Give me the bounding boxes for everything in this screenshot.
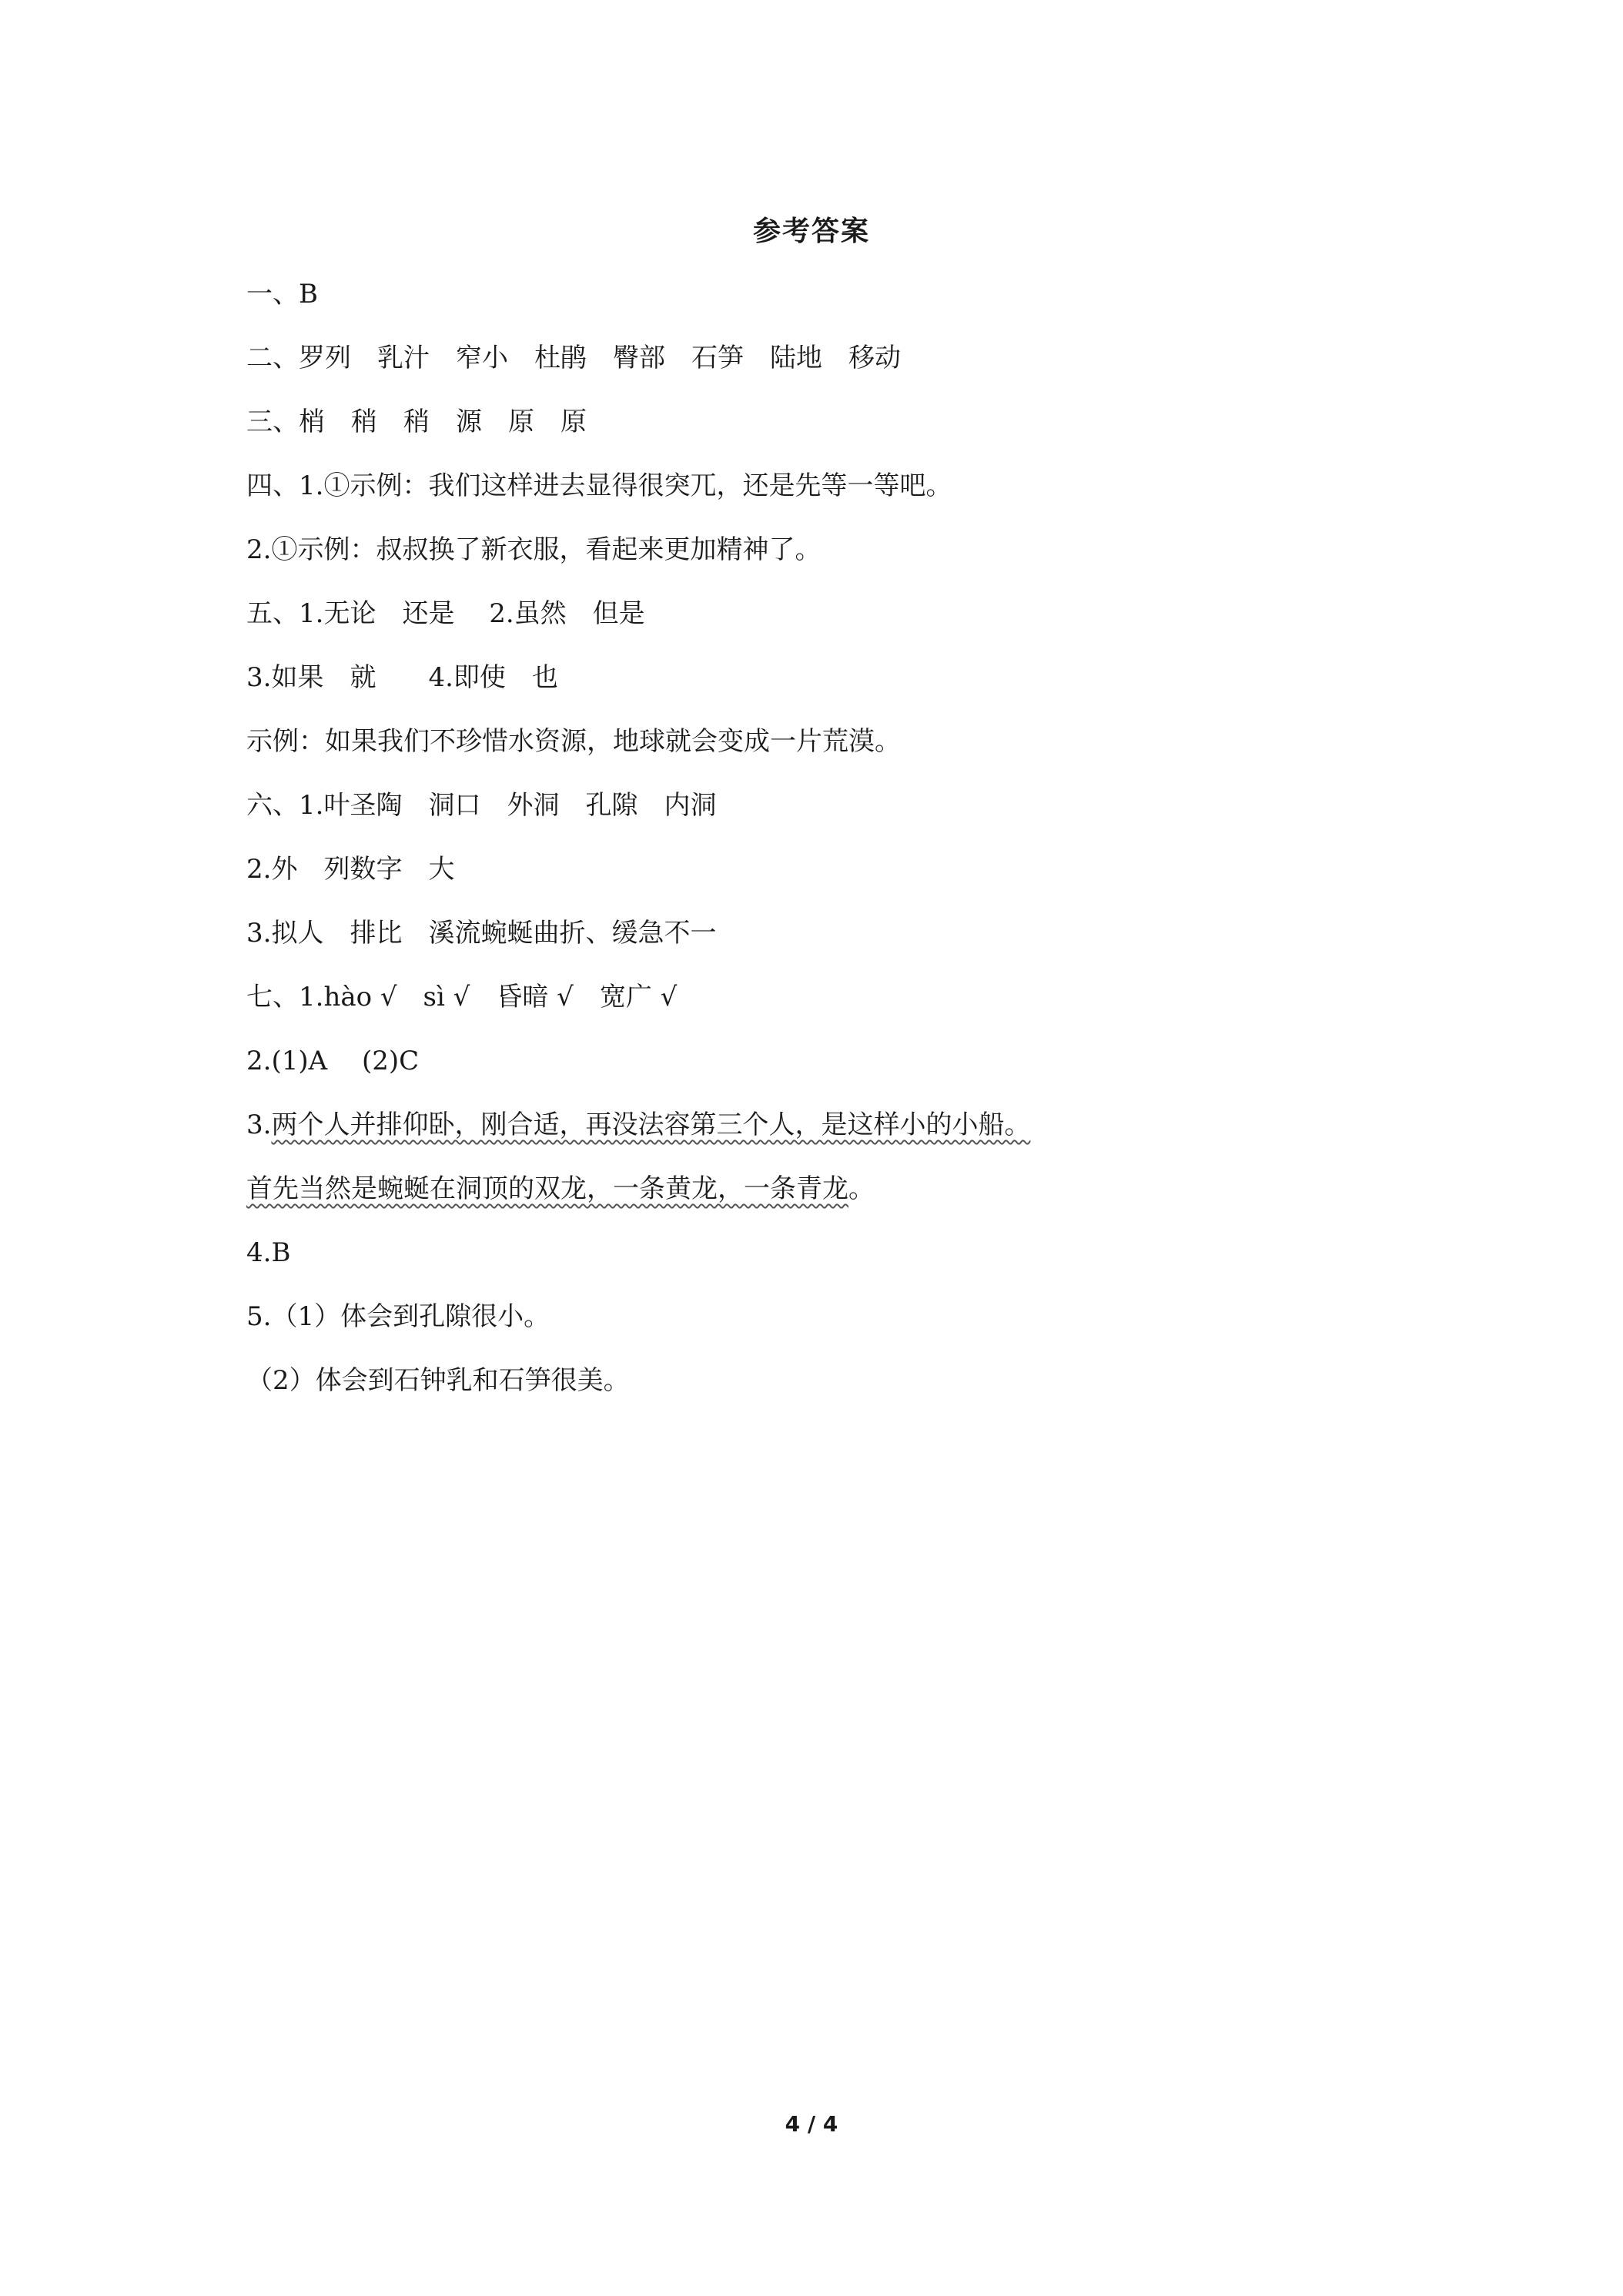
page-number: 4 / 4 [785, 2111, 838, 2137]
answer-line: 2.外 列数字 大 [246, 854, 455, 885]
answer-line: 二、罗列 乳汁 窄小 杜鹃 臀部 石笋 陆地 移动 [246, 343, 901, 373]
underlined-sentence: 两个人并排仰卧，刚合适，再没法容第三个人，是这样小的小船。 [271, 1110, 1031, 1140]
answer-line: 示例：如果我们不珍惜水资源，地球就会变成一片荒漠。 [246, 726, 901, 757]
answer-line-underlined [246, 1169, 1401, 1233]
answer-line: 3.如果 就 4.即使 也 [246, 662, 558, 693]
answer-line: 三、梢 稍 稍 源 原 原 [246, 407, 587, 437]
answer-line-underlined [246, 1105, 1401, 1169]
answer-line: 一、B [246, 279, 318, 310]
answer-line: 五、1.无论 还是 2.虽然 但是 [246, 598, 645, 629]
page-title: 参考答案 [752, 216, 870, 247]
answer-line: 2.(1)A (2)C [246, 1046, 420, 1076]
sentence-end: 。 [848, 1173, 875, 1204]
underlined-sentence: 首先当然是蜿蜒在洞顶的双龙，一条黄龙，一条青龙 [246, 1173, 848, 1204]
answer-line: 六、1.叶圣陶 洞口 外洞 孔隙 内洞 [246, 790, 717, 821]
answer-line: （2）体会到石钟乳和石笋很美。 [246, 1365, 630, 1396]
answer-line: 四、1.①示例：我们这样进去显得很突兀，还是先等一等吧。 [246, 470, 952, 501]
answer-number: 3. [246, 1110, 272, 1140]
answer-line: 5.（1）体会到孔隙很小。 [246, 1301, 550, 1332]
answer-list [246, 274, 1401, 1424]
answer-line: 七、1.hào √ sì √ 昏暗 √ 宽广 √ [246, 982, 678, 1012]
answer-line: 3.拟人 排比 溪流蜿蜒曲折、缓急不一 [246, 918, 717, 949]
answer-line: 4.B [246, 1237, 291, 1268]
answer-line: 2.①示例：叔叔换了新衣服，看起来更加精神了。 [246, 534, 822, 565]
